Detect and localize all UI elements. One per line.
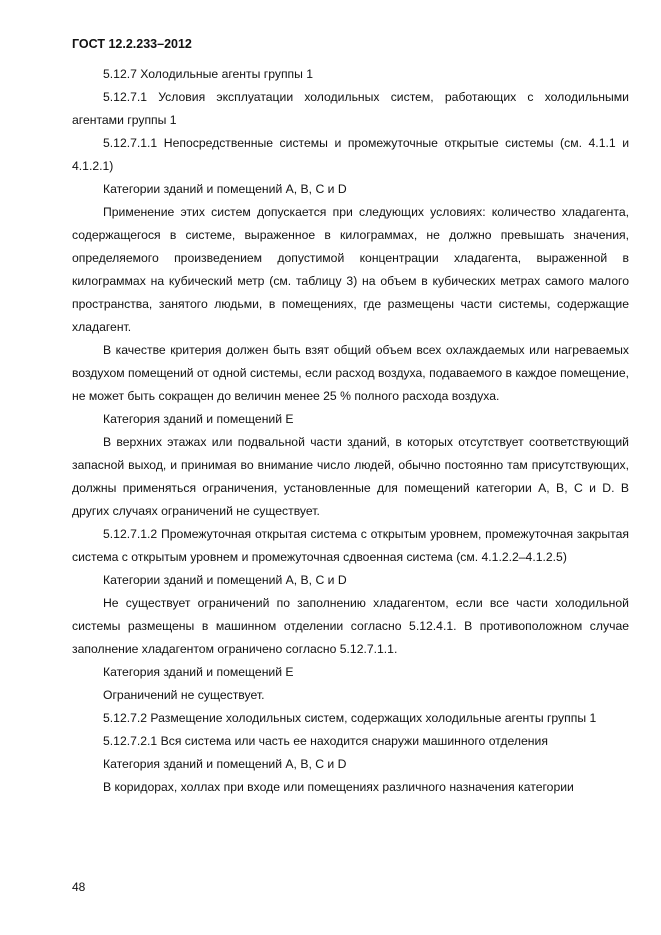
section-heading: 5.12.7 Холодильные агенты группы 1: [103, 67, 314, 81]
document-body: [72, 63, 629, 799]
body-paragraph: Ограничений не существует.: [103, 688, 265, 702]
body-paragraph: В качестве критерия должен быть взят общий объем всех охлаждаемых или нагреваемых воздухом помещений от одной системы, если расход воздуха, подаваемого в каждое помещение, не может быть сокращен до величин менее 25 % полного расхода воздуха.: [72, 343, 629, 403]
section-heading: 5.12.7.2.1 Вся система или часть ее находится снаружи машинного отделения: [103, 734, 548, 748]
body-paragraph: Не существует ограничений по заполнению хладагентом, если все части холодильной системы размещены в машинном отделении согласно 5.12.4.1. В противоположном случае заполнение хладагентом ограничено согласно 5.12.7.1.1.: [72, 596, 629, 656]
category-heading: Категории зданий и помещений A, B, C и D: [103, 573, 347, 587]
category-heading: Категория зданий и помещений E: [103, 665, 294, 679]
section-heading: 5.12.7.1 Условия эксплуатации холодильных систем, работающих с холодильными агентами группы 1: [72, 90, 629, 127]
document-header: ГОСТ 12.2.233–2012: [72, 37, 192, 51]
body-paragraph: В коридорах, холлах при входе или помещениях различного назначения категории: [103, 780, 574, 794]
body-paragraph: Применение этих систем допускается при следующих условиях: количество хладагента, содержащегося в системе, выраженное в килограммах, не должно превышать значения, определяемого произведением допустимой концентрации хладагента, выраженной в килограммах на кубический метр (см. таблицу 3) на объем в кубических метрах самого малого пространства, занятого людьми, в помещениях, где размещены части системы, содержащие хладагент.: [72, 205, 629, 334]
category-heading: Категория зданий и помещений E: [103, 412, 294, 426]
section-heading: 5.12.7.1.1 Непосредственные системы и промежуточные открытые системы (см. 4.1.1 и 4.1.2.1): [72, 136, 629, 173]
section-heading: 5.12.7.2 Размещение холодильных систем, содержащих холодильные агенты группы 1: [103, 711, 597, 725]
category-heading: Категории зданий и помещений A, B, C и D: [103, 182, 347, 196]
page-number: 48: [72, 880, 86, 894]
body-paragraph: В верхних этажах или подвальной части зданий, в которых отсутствует соответствующий запасной выход, и принимая во внимание число людей, обычно постоянно там присутствующих, должны применяться ограничения, установленные для помещений категории A, B, C и D. В других случаях ограничений не существует.: [72, 435, 629, 518]
section-heading: 5.12.7.1.2 Промежуточная открытая система с открытым уровнем, промежуточная закрытая система с открытым уровнем и промежуточная сдвоенная система (см. 4.1.2.2–4.1.2.5): [72, 527, 629, 564]
category-heading: Категория зданий и помещений A, B, C и D: [103, 757, 347, 771]
